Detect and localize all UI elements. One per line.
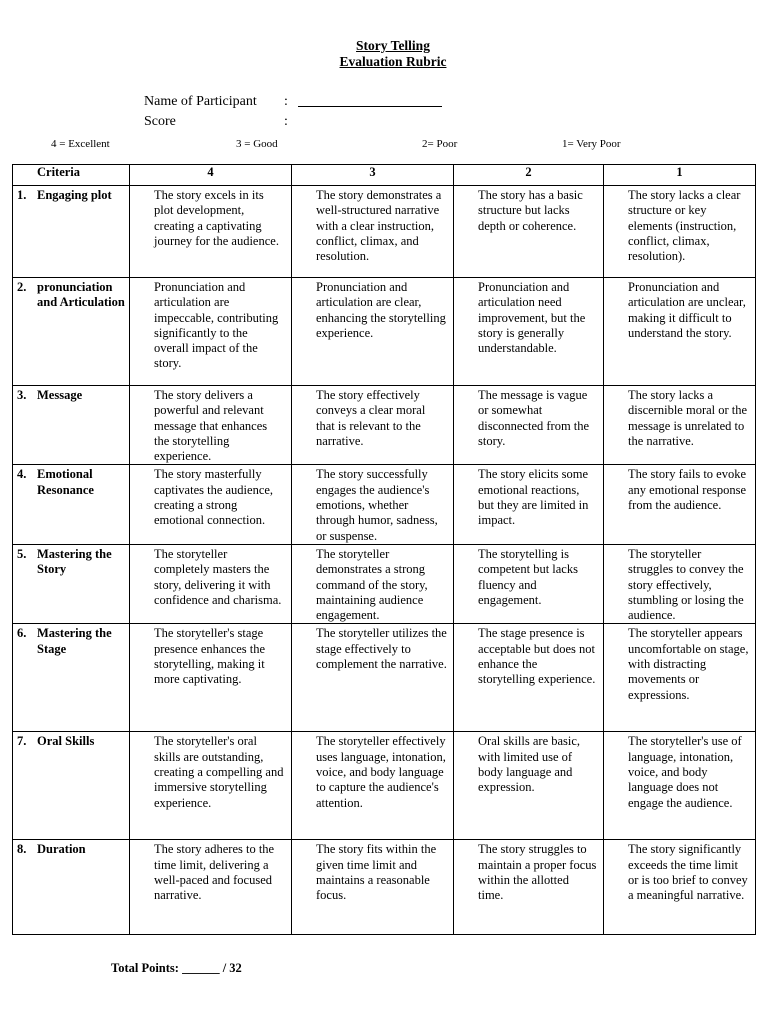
criterion-name: Engaging plot bbox=[37, 188, 112, 202]
score-1-cell: The storyteller's use of language, intonation, voice, and body language does not engage the audience. bbox=[604, 732, 756, 840]
header-criteria: Criteria bbox=[13, 165, 130, 186]
table-row bbox=[13, 732, 756, 840]
table-header-row bbox=[13, 165, 756, 186]
criterion-cell bbox=[13, 840, 130, 935]
criterion-number: 6. bbox=[17, 626, 27, 641]
criterion-name: Oral Skills bbox=[37, 734, 95, 749]
scale-very-poor: 1= Very Poor bbox=[562, 138, 621, 150]
score-3-cell: The storyteller utilizes the stage effectively to complement the narrative. bbox=[292, 624, 454, 732]
criterion-number: 5. bbox=[17, 546, 27, 561]
header-4: 4 bbox=[130, 165, 292, 186]
total-points: Total Points: ______ / 32 bbox=[111, 961, 242, 975]
criterion-name: pronunciation and Articulation bbox=[37, 280, 125, 310]
name-blank-line[interactable] bbox=[298, 92, 442, 107]
criterion-cell bbox=[13, 278, 130, 386]
header-1: 1 bbox=[604, 165, 756, 186]
criterion-number: 4. bbox=[17, 467, 27, 482]
score-4-cell: The storyteller completely masters the story, delivering it with confidence and charisma. bbox=[130, 544, 292, 623]
score-1-cell: The storyteller appears uncomfortable on stage, with distracting movements or expressions. bbox=[604, 624, 756, 732]
criterion-cell bbox=[13, 186, 130, 278]
score-4-cell: Pronunciation and articulation are impeccable, contributing significantly to the overall impact of the story. bbox=[130, 278, 292, 386]
rubric-table bbox=[12, 164, 756, 935]
participant-fields bbox=[144, 92, 442, 132]
criterion-number: 1. bbox=[17, 188, 27, 202]
criterion-name: Mastering the Stage bbox=[37, 626, 112, 656]
criterion-cell bbox=[13, 465, 130, 544]
title-line-2: Evaluation Rubric bbox=[339, 54, 447, 69]
criterion-cell bbox=[13, 386, 130, 465]
score-2-cell: The message is vague or somewhat disconnected from the story. bbox=[454, 386, 604, 465]
score-2-cell: The story has a basic structure but lacks depth or coherence. bbox=[454, 186, 604, 278]
criterion-cell bbox=[13, 624, 130, 732]
criterion-number: 7. bbox=[17, 734, 27, 749]
score-1-cell: The story lacks a discernible moral or the message is unrelated to the narrative. bbox=[604, 386, 756, 465]
score-label: Score bbox=[144, 114, 176, 129]
scale-good: 3 = Good bbox=[236, 138, 278, 150]
score-3-cell: The story fits within the given time limit and maintains a reasonable focus. bbox=[292, 840, 454, 935]
score-3-cell: The story successfully engages the audience's emotions, whether through humor, sadness, or suspense. bbox=[292, 465, 454, 544]
score-3-cell: The storyteller demonstrates a strong command of the story, maintaining audience engagement. bbox=[292, 544, 454, 623]
score-1-cell: The story significantly exceeds the time limit or is too brief to convey a meaningful narrative. bbox=[604, 840, 756, 935]
score-1-cell: The story fails to evoke any emotional response from the audience. bbox=[604, 465, 756, 544]
header-2: 2 bbox=[454, 165, 604, 186]
score-2-cell: The stage presence is acceptable but does not enhance the storytelling experience. bbox=[454, 624, 604, 732]
criterion-cell bbox=[13, 544, 130, 623]
header-3: 3 bbox=[292, 165, 454, 186]
score-2-cell: Pronunciation and articulation need improvement, but the story is generally understandable. bbox=[454, 278, 604, 386]
score-3-cell: The storyteller effectively uses language, intonation, voice, and body language to capture the audience's attention. bbox=[292, 732, 454, 840]
table-row bbox=[13, 278, 756, 386]
title-line-1: Story Telling bbox=[356, 38, 430, 53]
table-row bbox=[13, 186, 756, 278]
criterion-number: 2. bbox=[17, 280, 27, 294]
criterion-name: Mastering the Story bbox=[37, 546, 112, 577]
criterion-name: Message bbox=[37, 388, 83, 402]
score-2-cell: The story struggles to maintain a proper focus within the allotted time. bbox=[454, 840, 604, 935]
name-row bbox=[144, 92, 442, 112]
score-colon: : bbox=[284, 114, 288, 129]
table-row bbox=[13, 624, 756, 732]
score-2-cell: The storytelling is competent but lacks fluency and engagement. bbox=[454, 544, 604, 623]
score-row bbox=[144, 112, 442, 132]
name-label: Name of Participant bbox=[144, 94, 257, 109]
score-4-cell: The storyteller's stage presence enhances the storytelling, making it more captivating. bbox=[130, 624, 292, 732]
score-4-cell: The storyteller's oral skills are outstanding, creating a compelling and immersive storytelling experience. bbox=[130, 732, 292, 840]
table-row bbox=[13, 465, 756, 544]
score-2-cell: The story elicits some emotional reactions, but they are limited in impact. bbox=[454, 465, 604, 544]
score-4-cell: The story adheres to the time limit, delivering a well-paced and focused narrative. bbox=[130, 840, 292, 935]
score-4-cell: The story masterfully captivates the audience, creating a strong emotional connection. bbox=[130, 465, 292, 544]
criterion-cell bbox=[13, 732, 130, 840]
score-3-cell: Pronunciation and articulation are clear, enhancing the storytelling experience. bbox=[292, 278, 454, 386]
criterion-number: 3. bbox=[17, 388, 27, 402]
table-row bbox=[13, 386, 756, 465]
score-4-cell: The story excels in its plot development, creating a captivating journey for the audience. bbox=[130, 186, 292, 278]
score-1-cell: The storyteller struggles to convey the story effectively, stumbling or losing the audience. bbox=[604, 544, 756, 623]
criterion-number: 8. bbox=[17, 842, 27, 857]
name-colon: : bbox=[284, 94, 288, 109]
scale-poor: 2= Poor bbox=[422, 138, 458, 150]
score-2-cell: Oral skills are basic, with limited use of body language and expression. bbox=[454, 732, 604, 840]
score-3-cell: The story effectively conveys a clear moral that is relevant to the narrative. bbox=[292, 386, 454, 465]
table-row bbox=[13, 544, 756, 623]
score-1-cell: Pronunciation and articulation are unclear, making it difficult to understand the story. bbox=[604, 278, 756, 386]
scale-excellent: 4 = Excellent bbox=[51, 138, 110, 150]
table-row bbox=[13, 840, 756, 935]
score-3-cell: The story demonstrates a well-structured narrative with a clear instruction, conflict, climax, and resolution. bbox=[292, 186, 454, 278]
criterion-name: Emotional Resonance bbox=[37, 467, 94, 497]
criterion-name: Duration bbox=[37, 842, 86, 857]
score-4-cell: The story delivers a powerful and relevant message that enhances the storytelling experience. bbox=[130, 386, 292, 465]
score-1-cell: The story lacks a clear structure or key elements (instruction, conflict, climax, resolution). bbox=[604, 186, 756, 278]
